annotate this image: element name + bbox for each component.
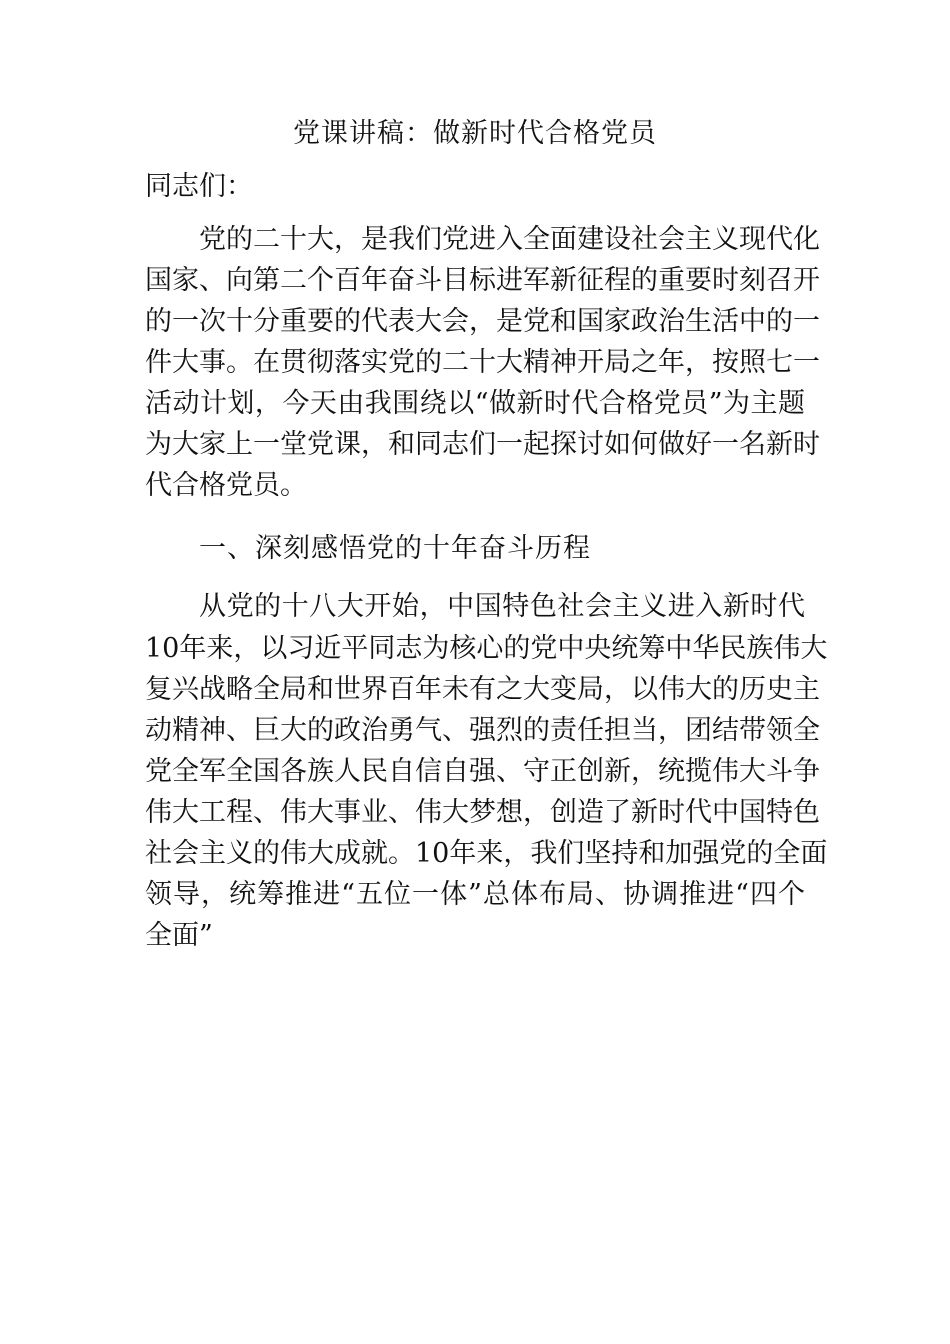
paragraph-line: 件大事。在贯彻落实党的二十大精神开局之年，按照七一 [145, 347, 820, 378]
paragraph-line: 动精神、巨大的政治勇气、强烈的责任担当，团结带领全 [145, 715, 820, 746]
paragraph-line: 复兴战略全局和世界百年未有之大变局，以伟大的历史主 [145, 674, 820, 705]
paragraph-line: 领导，统筹推进“五位一体”总体布局、协调推进“四个 [145, 879, 805, 910]
document-title: 党课讲稿：做新时代合格党员 [293, 118, 657, 149]
paragraph-line: 伟大工程、伟大事业、伟大梦想，创造了新时代中国特色 [145, 797, 820, 828]
section-heading: 一、深刻感悟党的十年奋斗历程 [199, 533, 591, 564]
paragraph-line: 全面” [145, 920, 213, 951]
paragraph-line: 代合格党员。 [145, 470, 307, 501]
paragraph-line: 党的二十大，是我们党进入全面建设社会主义现代化 [199, 224, 820, 255]
paragraph-line: 从党的十八大开始，中国特色社会主义进入新时代 [199, 591, 805, 622]
paragraph-line: 的一次十分重要的代表大会，是党和国家政治生活中的一 [145, 306, 820, 337]
paragraph-line: 社会主义的伟大成就。10年来，我们坚持和加强党的全面 [145, 838, 828, 869]
paragraph-line: 国家、向第二个百年奋斗目标进军新征程的重要时刻召开 [145, 265, 820, 296]
paragraph-line: 为大家上一堂党课，和同志们一起探讨如何做好一名新时 [145, 429, 820, 460]
salutation: 同志们： [145, 171, 253, 202]
paragraph-line: 党全军全国各族人民自信自强、守正创新，统揽伟大斗争 [145, 756, 820, 787]
paragraph-line: 10年来，以习近平同志为核心的党中央统筹中华民族伟大 [145, 633, 828, 664]
paragraph-line: 活动计划，今天由我围绕以“做新时代合格党员”为主题 [145, 388, 805, 419]
